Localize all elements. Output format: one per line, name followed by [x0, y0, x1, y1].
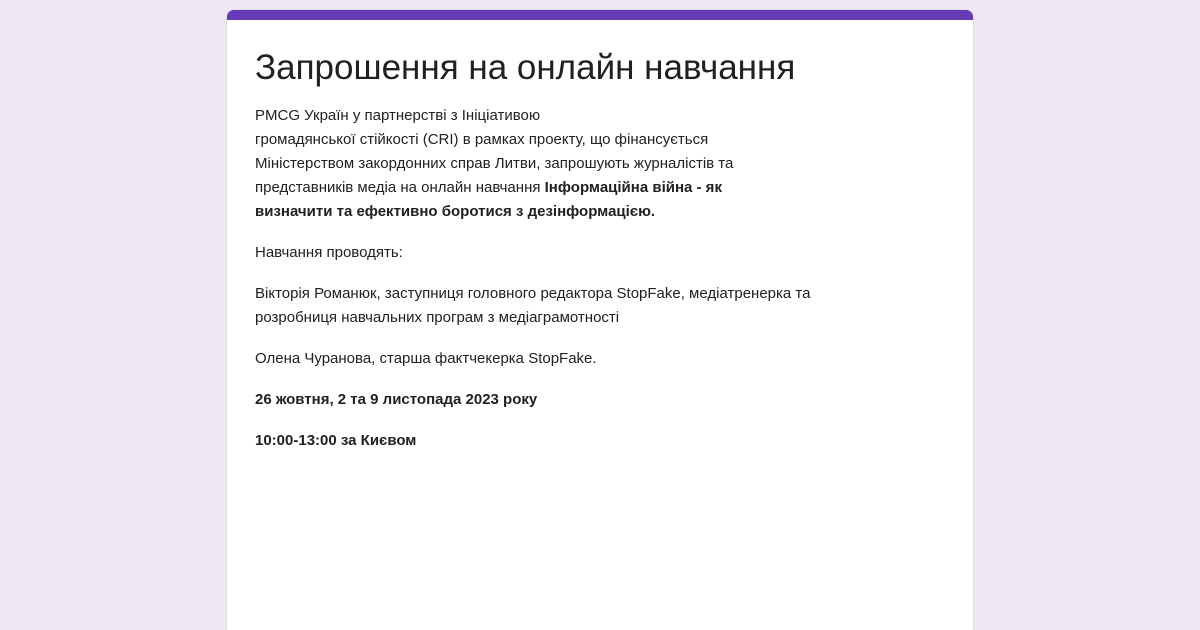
form-accent-bar	[227, 10, 973, 20]
training-time: 10:00-13:00 за Києвом	[255, 432, 417, 449]
form-header	[227, 20, 973, 453]
trainer-1	[255, 282, 945, 330]
form-title: Запрошення на онлайн навчання	[255, 48, 796, 87]
intro-line-3: Міністерством закордонних справ Литви, запрошують журналістів та	[255, 155, 734, 172]
intro-paragraph	[255, 104, 945, 224]
trainer-1-line-2: розробниця навчальних програм з медіаграмотності	[255, 309, 620, 326]
form-description	[255, 104, 945, 453]
training-dates: 26 жовтня, 2 та 9 листопада 2023 року	[255, 391, 538, 408]
trainers-heading: Навчання проводять:	[255, 244, 403, 261]
trainer-2: Олена Чуранова, старша фактчекерка StopFake.	[255, 350, 597, 367]
form-card	[226, 9, 974, 630]
trainer-1-line-1: Вікторія Романюк, заступниця головного редактора StopFake, медіатренерка та	[255, 285, 811, 302]
training-name-part-1: Інформаційна війна - як	[544, 179, 722, 196]
intro-line-4: представників медіа на онлайн навчання	[255, 179, 545, 196]
intro-line-1: PMCG Україн у партнерстві з Ініціативою	[255, 107, 541, 124]
intro-line-2: громадянської стійкості (CRI) в рамках проекту, що фінансується	[255, 131, 709, 148]
training-name-part-2: визначити та ефективно боротися з дезінформацією.	[255, 203, 656, 220]
